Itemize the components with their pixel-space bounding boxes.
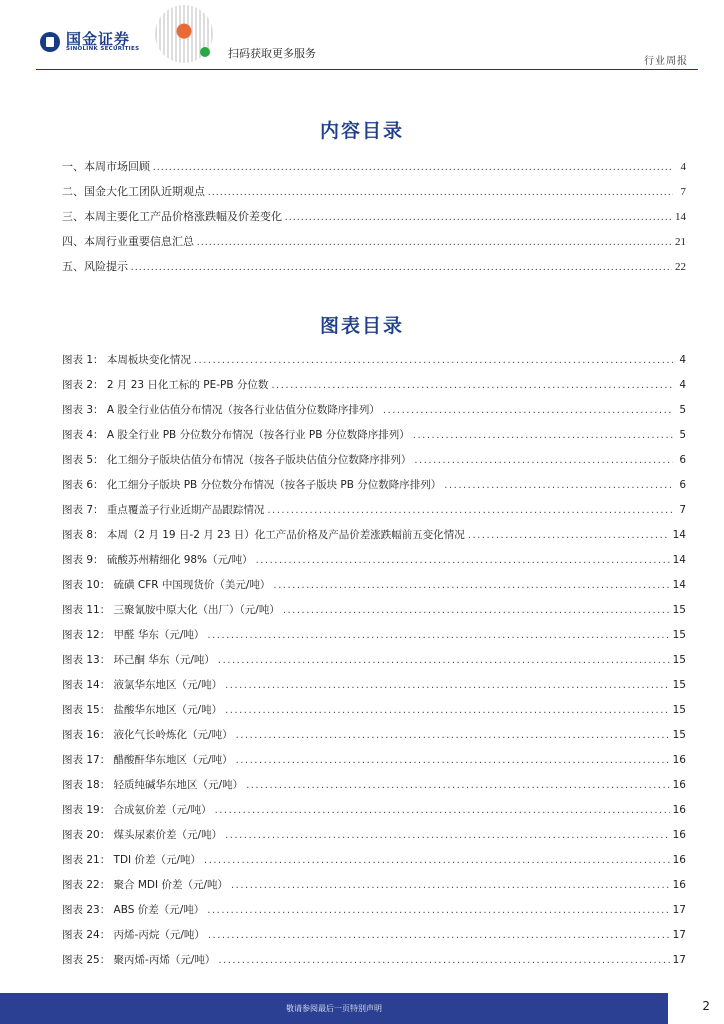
figure-entry-page: 14 bbox=[672, 554, 686, 566]
figure-entry[interactable] bbox=[62, 477, 686, 502]
figure-entry[interactable] bbox=[62, 902, 686, 927]
figure-entry-page: 17 bbox=[672, 904, 686, 916]
contents-title: 内容目录 bbox=[319, 120, 404, 142]
figure-entry-page: 16 bbox=[672, 779, 686, 791]
figure-entry-label: 图表 13： 环己酮 华东（元/吨） bbox=[62, 654, 215, 666]
sinolink-logo-icon bbox=[40, 32, 60, 52]
figure-entry-page: 16 bbox=[672, 854, 686, 866]
dot-leader bbox=[208, 187, 673, 198]
figure-entry-label: 图表 14： 液氯华东地区（元/吨） bbox=[62, 679, 223, 691]
figure-entry-page: 16 bbox=[672, 829, 686, 841]
figure-entry[interactable] bbox=[62, 652, 686, 677]
figure-entry[interactable] bbox=[62, 527, 686, 552]
figure-entry[interactable] bbox=[62, 402, 686, 427]
dot-leader bbox=[236, 730, 670, 741]
figure-entry-page: 14 bbox=[672, 529, 686, 541]
dot-leader bbox=[218, 655, 670, 666]
figure-entry-page: 4 bbox=[679, 354, 686, 366]
figure-entry[interactable] bbox=[62, 452, 686, 477]
toc-entry-page: 14 bbox=[675, 211, 686, 223]
figure-entry-label: 图表 8： 本周（2 月 19 日-2 月 23 日）化工产品价格及产品价差涨跌幅前五变化情况 bbox=[62, 529, 465, 541]
figure-entry-page: 6 bbox=[679, 479, 686, 491]
figure-entry[interactable] bbox=[62, 602, 686, 627]
dot-leader bbox=[225, 705, 670, 716]
figure-entry-label: 图表 4： A 股全行业 PB 分位数分布情况（按各行业 PB 分位数降序排列） bbox=[62, 429, 410, 441]
dot-leader bbox=[218, 955, 669, 966]
dot-leader bbox=[285, 212, 672, 223]
dot-leader bbox=[225, 830, 670, 841]
figure-entry-label: 图表 15： 盐酸华东地区（元/吨） bbox=[62, 704, 223, 716]
contents-list bbox=[62, 158, 686, 283]
figure-entry-label: 图表 2： 2 月 23 日化工标的 PE-PB 分位数 bbox=[62, 379, 269, 391]
figure-entry[interactable] bbox=[62, 502, 686, 527]
figure-entry-label: 图表 21： TDI 价差（元/吨） bbox=[62, 854, 202, 866]
dot-leader bbox=[207, 905, 669, 916]
figure-entry-label: 图表 11： 三聚氰胺中原大化（出厂）（元/吨） bbox=[62, 604, 280, 616]
dot-leader bbox=[444, 480, 673, 491]
page-header bbox=[0, 0, 724, 70]
dot-leader bbox=[194, 355, 673, 366]
figure-entry-label: 图表 12： 甲醛 华东（元/吨） bbox=[62, 629, 205, 641]
figure-entry-label: 图表 5： 化工细分子版块估值分布情况（按各子版块估值分位数降序排列） bbox=[62, 454, 412, 466]
dot-leader bbox=[208, 930, 670, 941]
figure-entry-label: 图表 7： 重点覆盖子行业近期产品跟踪情况 bbox=[62, 504, 265, 516]
figure-entry-page: 17 bbox=[672, 954, 686, 966]
page-number: 2 bbox=[702, 999, 710, 1013]
figure-entry-page: 15 bbox=[672, 654, 686, 666]
figure-entry-label: 图表 3： A 股全行业估值分布情况（按各行业估值分位数降序排列） bbox=[62, 404, 380, 416]
figure-entry-label: 图表 25： 聚丙烯-丙烯（元/吨） bbox=[62, 954, 216, 966]
figure-entry-page: 16 bbox=[672, 754, 686, 766]
figure-entry-page: 15 bbox=[672, 629, 686, 641]
figure-entry-page: 15 bbox=[672, 604, 686, 616]
figure-entry-label: 图表 10： 硫磺 CFR 中国现货价（美元/吨） bbox=[62, 579, 271, 591]
figure-entry-page: 15 bbox=[672, 679, 686, 691]
dot-leader bbox=[271, 380, 673, 391]
figure-entry[interactable] bbox=[62, 927, 686, 952]
figure-entry-page: 15 bbox=[672, 704, 686, 716]
figure-entry[interactable] bbox=[62, 577, 686, 602]
figure-entry-label: 图表 16： 液化气长岭炼化（元/吨） bbox=[62, 729, 233, 741]
toc-entry-label: 一、本周市场回顾 bbox=[62, 161, 150, 173]
figure-entry-page: 7 bbox=[679, 504, 686, 516]
figure-entry[interactable] bbox=[62, 377, 686, 402]
figure-entry-page: 15 bbox=[672, 729, 686, 741]
dot-leader bbox=[256, 555, 670, 566]
dot-leader bbox=[153, 162, 673, 173]
figure-entry-label: 图表 23： ABS 价差（元/吨） bbox=[62, 904, 205, 916]
figure-entry[interactable] bbox=[62, 552, 686, 577]
toc-entry-label: 三、本周主要化工产品价格涨跌幅及价差变化 bbox=[62, 211, 282, 223]
dot-leader bbox=[273, 580, 669, 591]
dot-leader bbox=[236, 755, 670, 766]
figure-entry[interactable] bbox=[62, 827, 686, 852]
header-divider bbox=[36, 69, 698, 70]
figure-entry-label: 图表 1： 本周板块变化情况 bbox=[62, 354, 191, 366]
figure-entry[interactable] bbox=[62, 752, 686, 777]
figure-entry-page: 4 bbox=[679, 379, 686, 391]
figure-entry-page: 6 bbox=[679, 454, 686, 466]
dot-leader bbox=[225, 680, 670, 691]
toc-entry-label: 二、国金大化工团队近期观点 bbox=[62, 186, 205, 198]
toc-entry-page: 21 bbox=[675, 236, 686, 248]
toc-entry[interactable] bbox=[62, 258, 686, 283]
figure-entry[interactable] bbox=[62, 877, 686, 902]
figure-entry[interactable] bbox=[62, 952, 686, 977]
figures-list bbox=[62, 352, 686, 977]
figure-entry-page: 14 bbox=[672, 579, 686, 591]
figure-entry[interactable] bbox=[62, 727, 686, 752]
dot-leader bbox=[413, 430, 673, 441]
figure-entry[interactable] bbox=[62, 677, 686, 702]
figures-title: 图表目录 bbox=[319, 315, 404, 337]
toc-entry[interactable] bbox=[62, 208, 686, 233]
dot-leader bbox=[131, 262, 672, 273]
toc-entry[interactable] bbox=[62, 158, 686, 183]
dot-leader bbox=[283, 605, 670, 616]
dot-leader bbox=[215, 805, 670, 816]
dot-leader bbox=[197, 237, 672, 248]
figure-entry[interactable] bbox=[62, 702, 686, 727]
figure-entry-label: 图表 17： 醋酸酐华东地区（元/吨） bbox=[62, 754, 233, 766]
dot-leader bbox=[383, 405, 673, 416]
dot-leader bbox=[246, 780, 670, 791]
footer-disclaimer: 敬请参阅最后一页特别声明 bbox=[286, 1004, 382, 1013]
dot-leader bbox=[207, 630, 669, 641]
dot-leader bbox=[414, 455, 673, 466]
toc-entry-page: 4 bbox=[680, 161, 686, 173]
figure-entry-label: 图表 6： 化工细分子版块 PB 分位数分布情况（按各子版块 PB 分位数降序排列） bbox=[62, 479, 442, 491]
logo-chinese-name: 国金证券 bbox=[66, 30, 131, 48]
figure-entry[interactable] bbox=[62, 852, 686, 877]
figure-entry-label: 图表 22： 聚合 MDI 价差（元/吨） bbox=[62, 879, 228, 891]
figure-entry-page: 16 bbox=[672, 879, 686, 891]
figure-entry-page: 5 bbox=[679, 404, 686, 416]
figure-entry[interactable] bbox=[62, 627, 686, 652]
dot-leader bbox=[231, 880, 670, 891]
report-type-label: 行业周报 bbox=[644, 56, 688, 67]
toc-entry-label: 五、风险提示 bbox=[62, 261, 128, 273]
figure-entry[interactable] bbox=[62, 427, 686, 452]
toc-entry-label: 四、本周行业重要信息汇总 bbox=[62, 236, 194, 248]
dot-leader bbox=[468, 530, 670, 541]
figure-entry[interactable] bbox=[62, 802, 686, 827]
wechat-badge-icon bbox=[200, 47, 210, 57]
logo-english-name: SINOLINK SECURITIES bbox=[66, 46, 140, 52]
figure-entry-label: 图表 18： 轻质纯碱华东地区（元/吨） bbox=[62, 779, 244, 791]
figure-entry[interactable] bbox=[62, 777, 686, 802]
toc-entry[interactable] bbox=[62, 233, 686, 258]
figure-entry-page: 16 bbox=[672, 804, 686, 816]
dot-leader bbox=[204, 855, 670, 866]
figure-entry-page: 17 bbox=[672, 929, 686, 941]
scan-for-service-text: 扫码获取更多服务 bbox=[228, 47, 316, 60]
figure-entry-page: 5 bbox=[679, 429, 686, 441]
toc-entry-page: 7 bbox=[680, 186, 686, 198]
figure-entry-label: 图表 9： 硫酸苏州精细化 98%（元/吨） bbox=[62, 554, 253, 566]
figure-entry-label: 图表 19： 合成氨价差（元/吨） bbox=[62, 804, 212, 816]
figure-entry[interactable] bbox=[62, 352, 686, 377]
toc-entry-page: 22 bbox=[675, 261, 686, 273]
figure-entry-label: 图表 20： 煤头尿素价差（元/吨） bbox=[62, 829, 223, 841]
toc-entry[interactable] bbox=[62, 183, 686, 208]
dot-leader bbox=[267, 505, 673, 516]
figure-entry-label: 图表 24： 丙烯-丙烷（元/吨） bbox=[62, 929, 205, 941]
